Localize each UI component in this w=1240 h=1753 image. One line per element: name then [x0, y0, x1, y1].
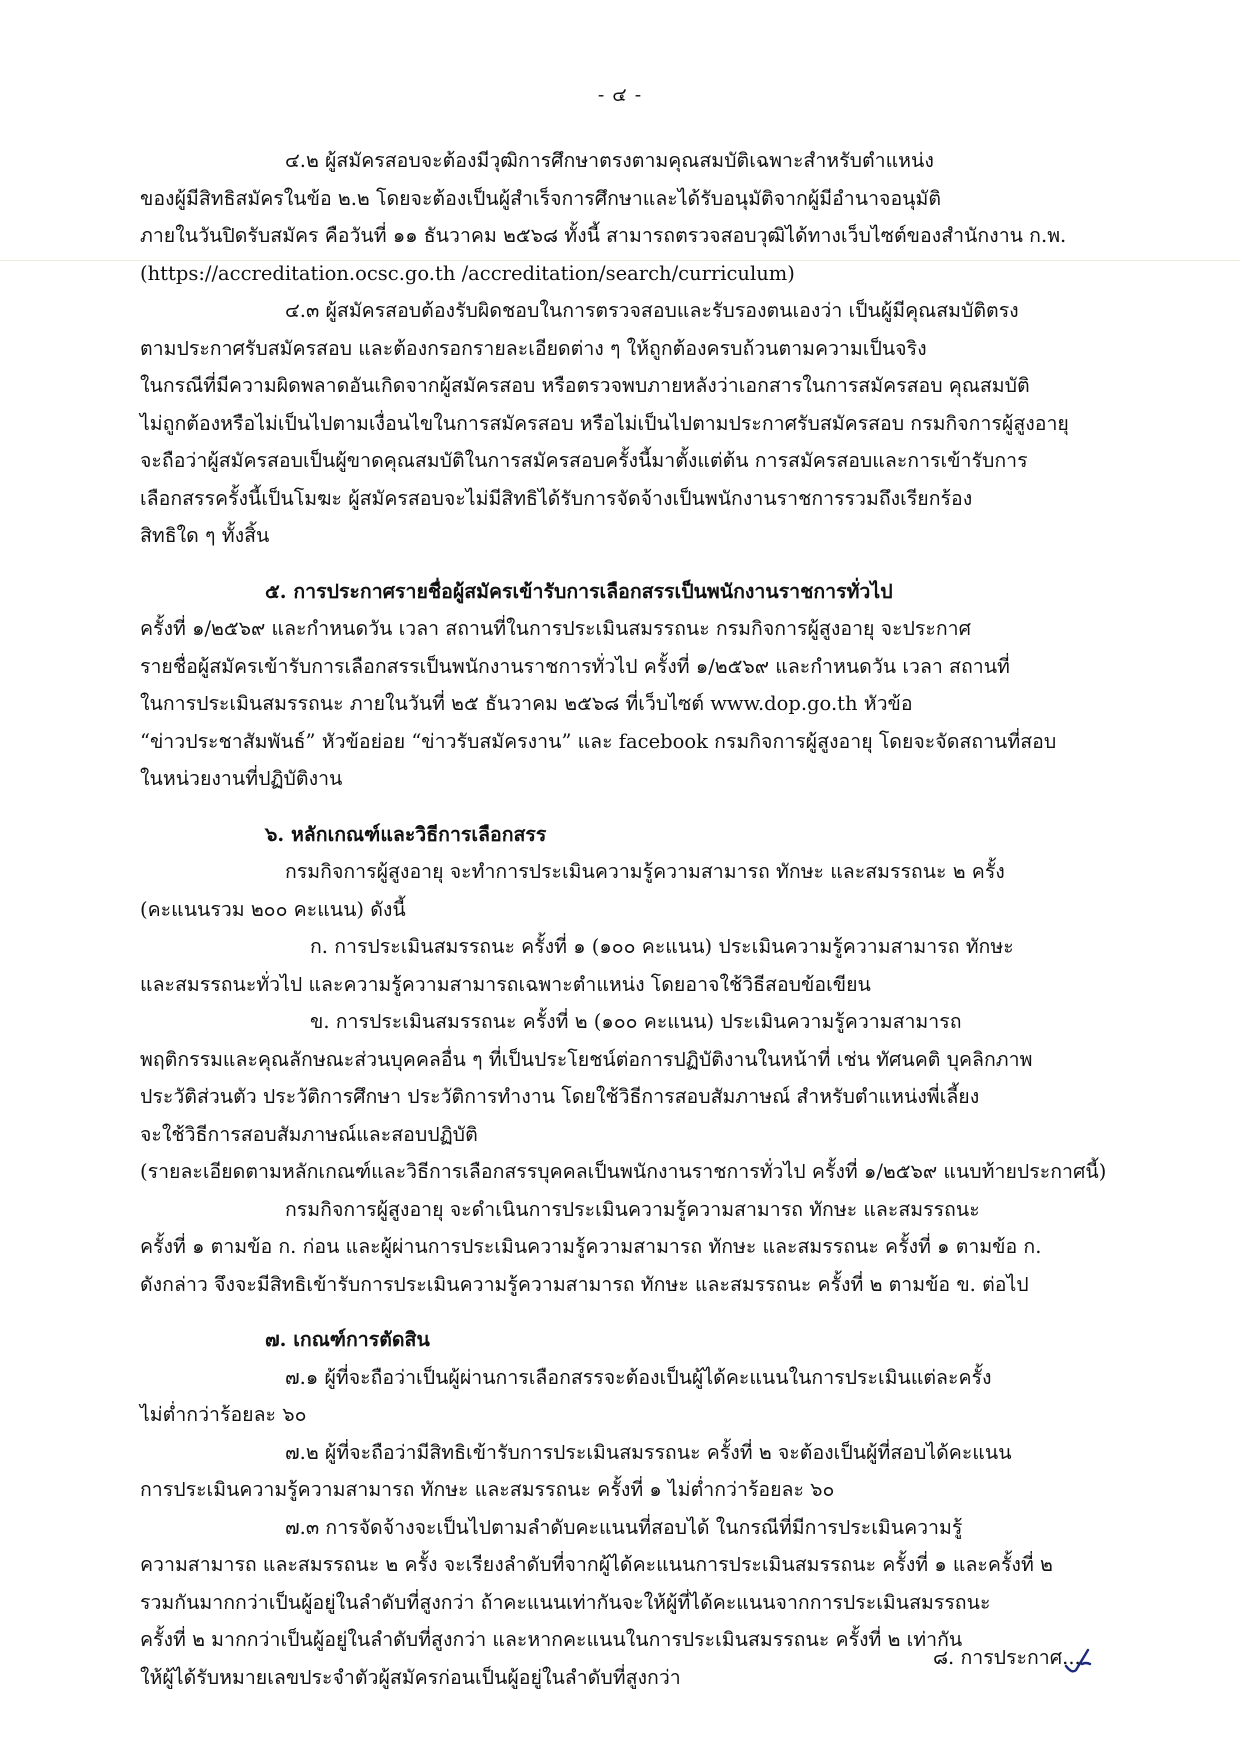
page-number: - ๔ -	[597, 84, 643, 106]
text-line: ประวัติส่วนตัว ประวัติการศึกษา ประวัติการทำงาน โดยใช้วิธีการสอบสัมภาษณ์ สำหรับตำแหน่งพี่เลี้ยง	[140, 1085, 980, 1108]
text-line: ตามประกาศรับสมัครสอบ และต้องกรอกรายละเอียดต่าง ๆ ให้ถูกต้องครบถ้วนตามความเป็นจริง	[140, 336, 927, 360]
text-line: ๗. เกณฑ์การตัดสิน	[265, 1328, 430, 1351]
text-line: รวมกันมากกว่าเป็นผู้อยู่ในลำดับที่สูงกว่า ถ้าคะแนนเท่ากันจะให้ผู้ที่ได้คะแนนจากการประเมินสมรรถนะ	[140, 1590, 991, 1614]
text-line: (คะแนนรวม ๒๐๐ คะแนน) ดังนี้	[140, 897, 406, 921]
text-line: จะถือว่าผู้สมัครสอบเป็นผู้ขาดคุณสมบัติในการสมัครสอบครั้งนี้มาตั้งแต่ต้น การสมัครสอบและการเข้ารับการ	[140, 449, 1028, 472]
text-line: ๗.๓ การจัดจ้างจะเป็นไปตามลำดับคะแนนที่สอบได้ ในกรณีที่มีการประเมินความรู้	[285, 1515, 963, 1539]
text-line: ๖. หลักเกณฑ์และวิธีการเลือกสรร	[265, 822, 547, 846]
text-line: ก. การประเมินสมรรถนะ ครั้งที่ ๑ (๑๐๐ คะแนน) ประเมินความรู้ความสามารถ ทักษะ	[310, 935, 1014, 958]
text-line: (https://accreditation.ocsc.go.th /accreditation/search/curriculum)	[140, 261, 795, 285]
text-line: ให้ผู้ได้รับหมายเลขประจำตัวผู้สมัครก่อนเป็นผู้อยู่ในลำดับที่สูงกว่า	[140, 1665, 681, 1689]
text-line: ข. การประเมินสมรรถนะ ครั้งที่ ๒ (๑๐๐ คะแนน) ประเมินความรู้ความสามารถ	[310, 1010, 962, 1033]
text-line: ในการประเมินสมรรถนะ ภายในวันที่ ๒๕ ธันวาคม ๒๕๖๘ ที่เว็บไซต์ www.dop.go.th หัวข้อ	[140, 692, 913, 715]
text-line: สิทธิใด ๆ ทั้งสิ้น	[140, 524, 270, 547]
body-text	[140, 142, 1107, 1696]
text-line: ๔.๒ ผู้สมัครสอบจะต้องมีวุฒิการศึกษาตรงตามคุณสมบัติเฉพาะสำหรับตำแหน่ง	[285, 149, 934, 172]
text-line: และสมรรถนะทั่วไป และความรู้ความสามารถเฉพาะตำแหน่ง โดยอาจใช้วิธีสอบข้อเขียน	[140, 972, 871, 996]
paragraph-gap	[140, 798, 1090, 816]
next-page-hint: ๘. การประกาศ...	[933, 1646, 1081, 1669]
text-line: ในกรณีที่มีความผิดพลาดอันเกิดจากผู้สมัครสอบ หรือตรวจพบภายหลังว่าเอกสารในการสมัครสอบ คุณสมบัติ	[140, 374, 1030, 397]
text-line: ๗.๒ ผู้ที่จะถือว่ามีสิทธิเข้ารับการประเมินสมรรถนะ ครั้งที่ ๒ จะต้องเป็นผู้ที่สอบได้คะแนน	[285, 1440, 1012, 1464]
initials-signature	[1060, 1640, 1100, 1680]
text-line: ๔.๓ ผู้สมัครสอบต้องรับผิดชอบในการตรวจสอบและรับรองตนเองว่า เป็นผู้มีคุณสมบัติตรง	[285, 299, 1019, 322]
text-line: ครั้งที่ ๒ มากกว่าเป็นผู้อยู่ในลำดับที่สูงกว่า และหากคะแนนในการประเมินสมรรถนะ ครั้งที่ ๒ เท่ากัน	[140, 1628, 963, 1651]
text-line: “ข่าวประชาสัมพันธ์” หัวข้อย่อย “ข่าวรับสมัครงาน” และ facebook กรมกิจการผู้สูงอายุ โดยจะจัดสถานที่สอบ	[140, 729, 1057, 753]
text-line: รายชื่อผู้สมัครเข้ารับการเลือกสรรเป็นพนักงานราชการทั่วไป ครั้งที่ ๑/๒๕๖๙ และกำหนดวัน เวลา สถานที่	[140, 654, 1010, 678]
text-line: ภายในวันปิดรับสมัคร คือวันที่ ๑๑ ธันวาคม ๒๕๖๘ ทั้งนี้ สามารถตรวจสอบวุฒิได้ทางเว็บไซต์ของสำนักงาน ก.พ.	[140, 224, 1067, 247]
text-line: การประเมินความรู้ความสามารถ ทักษะ และสมรรถนะ ครั้งที่ ๑ ไม่ต่ำกว่าร้อยละ ๖๐	[140, 1478, 835, 1501]
text-line: ของผู้มีสิทธิสมัครในข้อ ๒.๒ โดยจะต้องเป็นผู้สำเร็จการศึกษาและได้รับอนุมัติจากผู้มีอำนาจอนุมัติ	[140, 186, 942, 210]
text-line: ความสามารถ และสมรรถนะ ๒ ครั้ง จะเรียงลำดับที่จากผู้ได้คะแนนการประเมินสมรรถนะ ครั้งที่ ๑ และครั้งที่ ๒	[140, 1553, 1053, 1576]
text-line: ครั้งที่ ๑/๒๕๖๙ และกำหนดวัน เวลา สถานที่ในการประเมินสมรรถนะ กรมกิจการผู้สูงอายุ จะประกาศ	[140, 617, 971, 640]
text-line: กรมกิจการผู้สูงอายุ จะดำเนินการประเมินความรู้ความสามารถ ทักษะ และสมรรถนะ	[285, 1197, 980, 1221]
text-line: ดังกล่าว จึงจะมีสิทธิเข้ารับการประเมินความรู้ความสามารถ ทักษะ และสมรรถนะ ครั้งที่ ๒ ตามข้อ ข. ต่อไป	[140, 1272, 1029, 1296]
text-line: ในหน่วยงานที่ปฏิบัติงาน	[140, 767, 343, 790]
text-line: ๗.๑ ผู้ที่จะถือว่าเป็นผู้ผ่านการเลือกสรรจะต้องเป็นผู้ได้คะแนนในการประเมินแต่ละครั้ง	[285, 1365, 992, 1389]
text-line: เลือกสรรครั้งนี้เป็นโมฆะ ผู้สมัครสอบจะไม่มีสิทธิได้รับการจัดจ้างเป็นพนักงานราชการรวมถึงเรียกร้อง	[140, 486, 973, 510]
text-line: พฤติกรรมและคุณลักษณะส่วนบุคคลอื่น ๆ ที่เป็นประโยชน์ต่อการปฏิบัติงานในหน้าที่ เช่น ทัศนคติ บุคลิกภาพ	[140, 1047, 1033, 1071]
text-line: (รายละเอียดตามหลักเกณฑ์และวิธีการเลือกสรรบุคคลเป็นพนักงานราชการทั่วไป ครั้งที่ ๑/๒๕๖๙ แนบท้ายประกาศนี้)	[140, 1160, 1107, 1183]
text-line: ไม่ถูกต้องหรือไม่เป็นไปตามเงื่อนไขในการสมัครสอบ หรือไม่เป็นไปตามประกาศรับสมัครสอบ กรมกิจการผู้สูงอายุ	[140, 411, 1069, 435]
text-line: ครั้งที่ ๑ ตามข้อ ก. ก่อน และผู้ผ่านการประเมินความรู้ความสามารถ ทักษะ และสมรรถนะ ครั้งที่ ๑ ตามข้อ ก.	[140, 1235, 1042, 1258]
text-line: กรมกิจการผู้สูงอายุ จะทำการประเมินความรู้ความสามารถ ทักษะ และสมรรถนะ ๒ ครั้ง	[285, 860, 1005, 883]
text-line: ไม่ต่ำกว่าร้อยละ ๖๐	[140, 1403, 307, 1426]
text-line: ๕. การประกาศรายชื่อผู้สมัครเข้ารับการเลือกสรรเป็นพนักงานราชการทั่วไป	[265, 579, 893, 603]
paragraph-gap	[140, 555, 1090, 573]
text-line: จะใช้วิธีการสอบสัมภาษณ์และสอบปฏิบัติ	[140, 1122, 478, 1146]
paragraph-gap	[140, 1303, 1090, 1321]
